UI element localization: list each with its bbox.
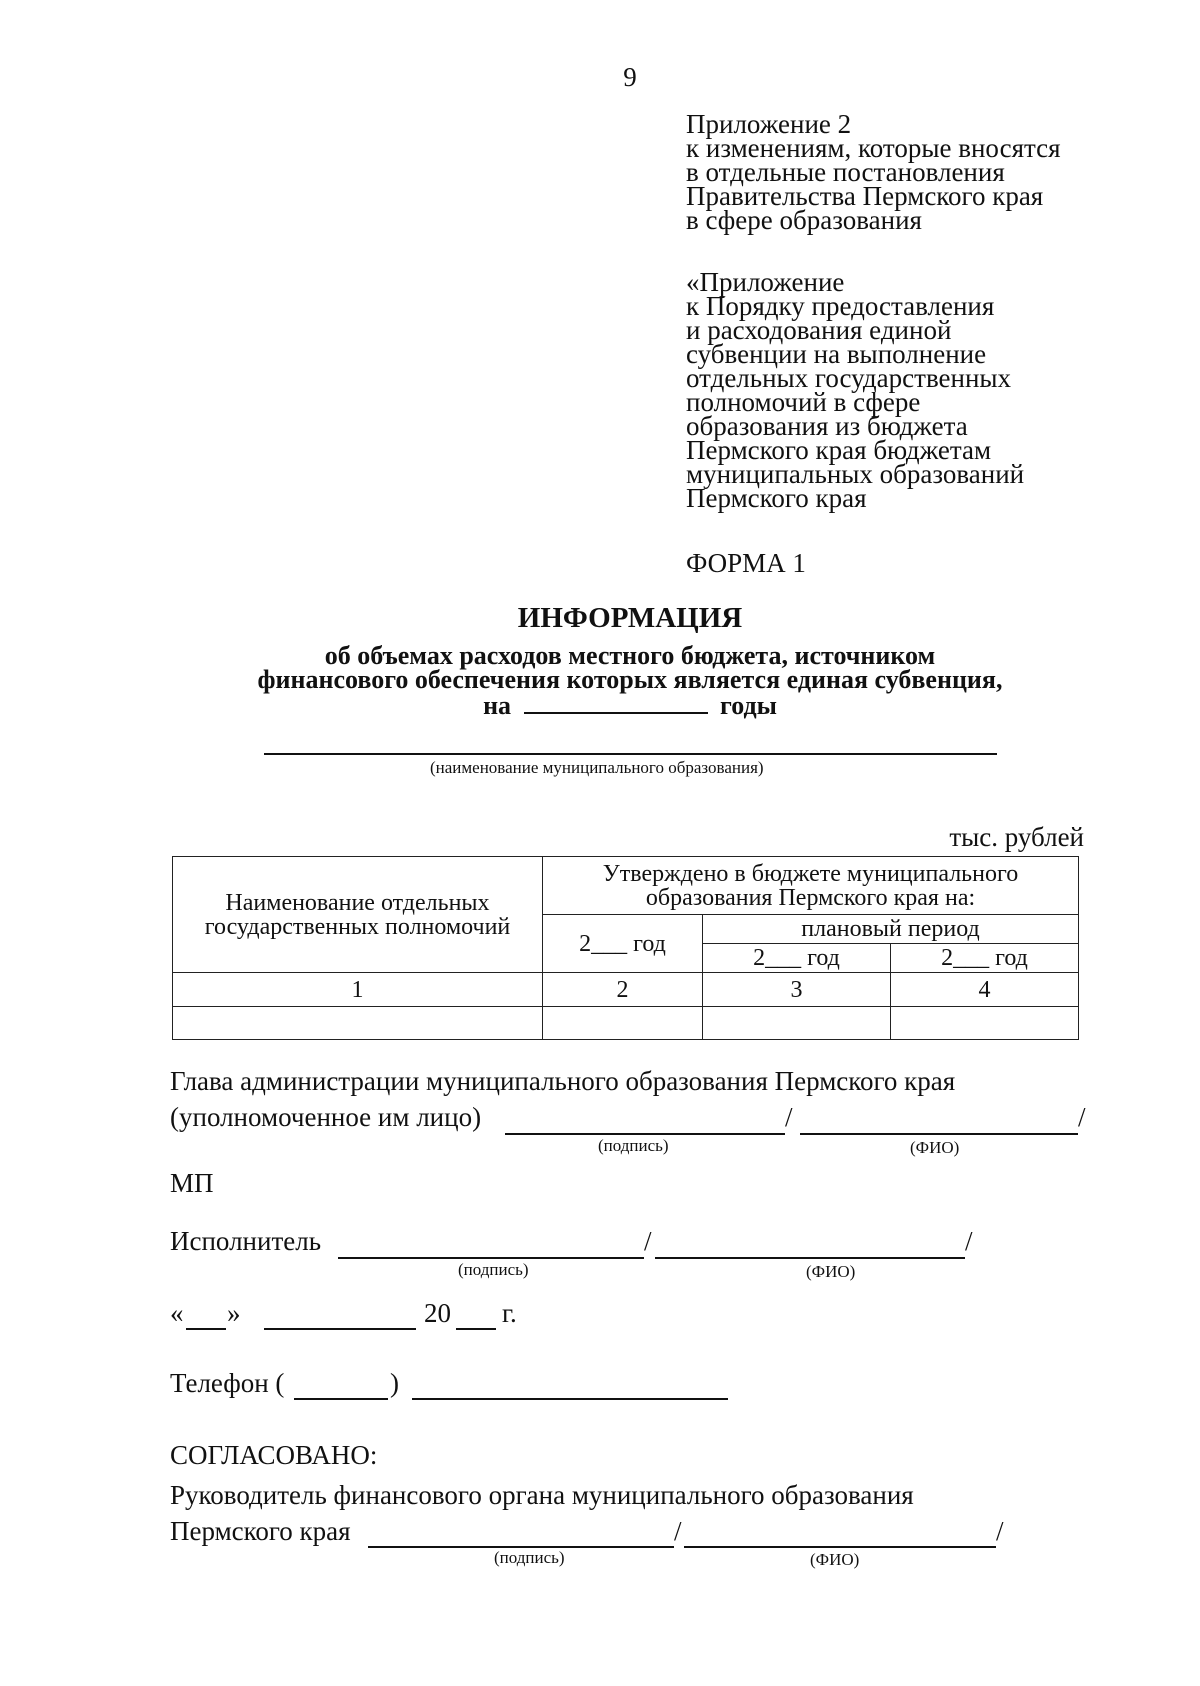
- annex-line: Пермского края: [686, 483, 867, 513]
- appendix-line: в отдельные постановления: [686, 157, 1005, 187]
- table-cell[interactable]: [173, 1006, 543, 1039]
- annex-line: к Порядку предоставления: [686, 291, 995, 321]
- date-month-line[interactable]: [264, 1328, 416, 1330]
- table-cell[interactable]: [703, 1006, 891, 1039]
- years-blank[interactable]: [524, 692, 708, 714]
- stamp-label: МП: [170, 1168, 214, 1198]
- phone-number-line[interactable]: [412, 1398, 728, 1400]
- head-line-2: (уполномоченное им лицо): [170, 1102, 482, 1132]
- agreed-name-line[interactable]: [684, 1546, 996, 1548]
- name-caption: (ФИО): [910, 1138, 960, 1157]
- table-row: [173, 973, 1079, 1006]
- agreed-line-1: Руководитель финансового органа муниципального образования: [170, 1480, 914, 1510]
- column-number: 2: [543, 973, 703, 1006]
- head-name-line[interactable]: [800, 1133, 1078, 1135]
- header-planned-year-2: 2___ год: [891, 944, 1079, 973]
- date-year-suffix: г.: [502, 1298, 517, 1328]
- document-title: ИНФОРМАЦИЯ: [517, 602, 743, 634]
- column-number: 1: [173, 973, 543, 1006]
- signature-caption: (подпись): [458, 1260, 529, 1279]
- executor-name-line[interactable]: [655, 1257, 965, 1259]
- name-caption: (ФИО): [810, 1550, 860, 1569]
- agreed-line-2: Пермского края: [170, 1516, 351, 1546]
- header-powers: Наименование отдельных государственных полномочий: [173, 857, 543, 973]
- executor-signature-line[interactable]: [338, 1257, 644, 1259]
- unit-label: тыс. рублей: [949, 822, 1084, 852]
- slash: /: [644, 1226, 652, 1256]
- annex-line: полномочий в сфере: [686, 387, 921, 417]
- header-year: 2___ год: [543, 915, 703, 973]
- phone-close: ): [390, 1368, 399, 1398]
- annex-line: отдельных государственных: [686, 363, 1012, 393]
- date-year-prefix: 20: [424, 1298, 451, 1328]
- budget-table: [172, 856, 1079, 1040]
- annex-line: «Приложение: [686, 267, 845, 297]
- slash: /: [996, 1516, 1004, 1546]
- municipality-name-line[interactable]: [264, 753, 997, 755]
- appendix-line: Приложение 2: [686, 109, 852, 139]
- municipality-caption: (наименование муниципального образования): [430, 758, 764, 777]
- table-cell[interactable]: [891, 1006, 1079, 1039]
- subtitle-line-1: об объемах расходов местного бюджета, источником: [324, 641, 936, 670]
- signature-caption: (подпись): [494, 1548, 565, 1567]
- subtitle-suffix: годы: [720, 691, 777, 720]
- slash: /: [1078, 1102, 1086, 1132]
- header-approved: Утверждено в бюджете муниципального образования Пермского края на:: [543, 857, 1079, 915]
- annex-line: образования из бюджета: [686, 411, 968, 441]
- annex-block: [686, 267, 1025, 513]
- signature-caption: (подпись): [598, 1136, 669, 1155]
- agreed-label: СОГЛАСОВАНО:: [170, 1440, 378, 1470]
- document-subtitle: [0, 641, 1200, 720]
- appendix-line: в сфере образования: [686, 205, 922, 235]
- annex-line: Пермского края бюджетам: [686, 435, 992, 465]
- phone-label: Телефон (: [170, 1368, 285, 1398]
- name-caption: (ФИО): [806, 1262, 856, 1281]
- subtitle-line-2: финансового обеспечения которых является единая субвенция,: [257, 665, 1003, 694]
- appendix-block: [686, 109, 1061, 235]
- table-row: [173, 1006, 1079, 1039]
- slash: /: [674, 1516, 682, 1546]
- phone-code-line[interactable]: [294, 1398, 388, 1400]
- subtitle-line-3: [0, 692, 1200, 718]
- head-line-1: Глава администрации муниципального образования Пермского края: [170, 1066, 956, 1096]
- page-number: 9: [623, 62, 637, 92]
- table-cell[interactable]: [543, 1006, 703, 1039]
- appendix-line: Правительства Пермского края: [686, 181, 1044, 211]
- slash: /: [965, 1226, 973, 1256]
- executor-label: Исполнитель: [170, 1226, 322, 1256]
- column-number: 3: [703, 973, 891, 1006]
- head-signature-line[interactable]: [505, 1133, 785, 1135]
- column-number: 4: [891, 973, 1079, 1006]
- annex-line: муниципальных образований: [686, 459, 1025, 489]
- date-open-quote: «: [170, 1298, 184, 1328]
- subtitle-prefix: на: [483, 691, 512, 720]
- appendix-line: к изменениям, которые вносятся: [686, 133, 1061, 163]
- date-close-quote: »: [227, 1298, 241, 1328]
- form-label: ФОРМА 1: [686, 548, 806, 578]
- header-planned-period: плановый период: [703, 915, 1079, 944]
- header-planned-year-1: 2___ год: [703, 944, 891, 973]
- annex-line: субвенции на выполнение: [686, 339, 987, 369]
- date-day-line[interactable]: [186, 1328, 226, 1330]
- annex-line: и расходования единой: [686, 315, 952, 345]
- slash: /: [785, 1102, 793, 1132]
- date-year-line[interactable]: [456, 1328, 496, 1330]
